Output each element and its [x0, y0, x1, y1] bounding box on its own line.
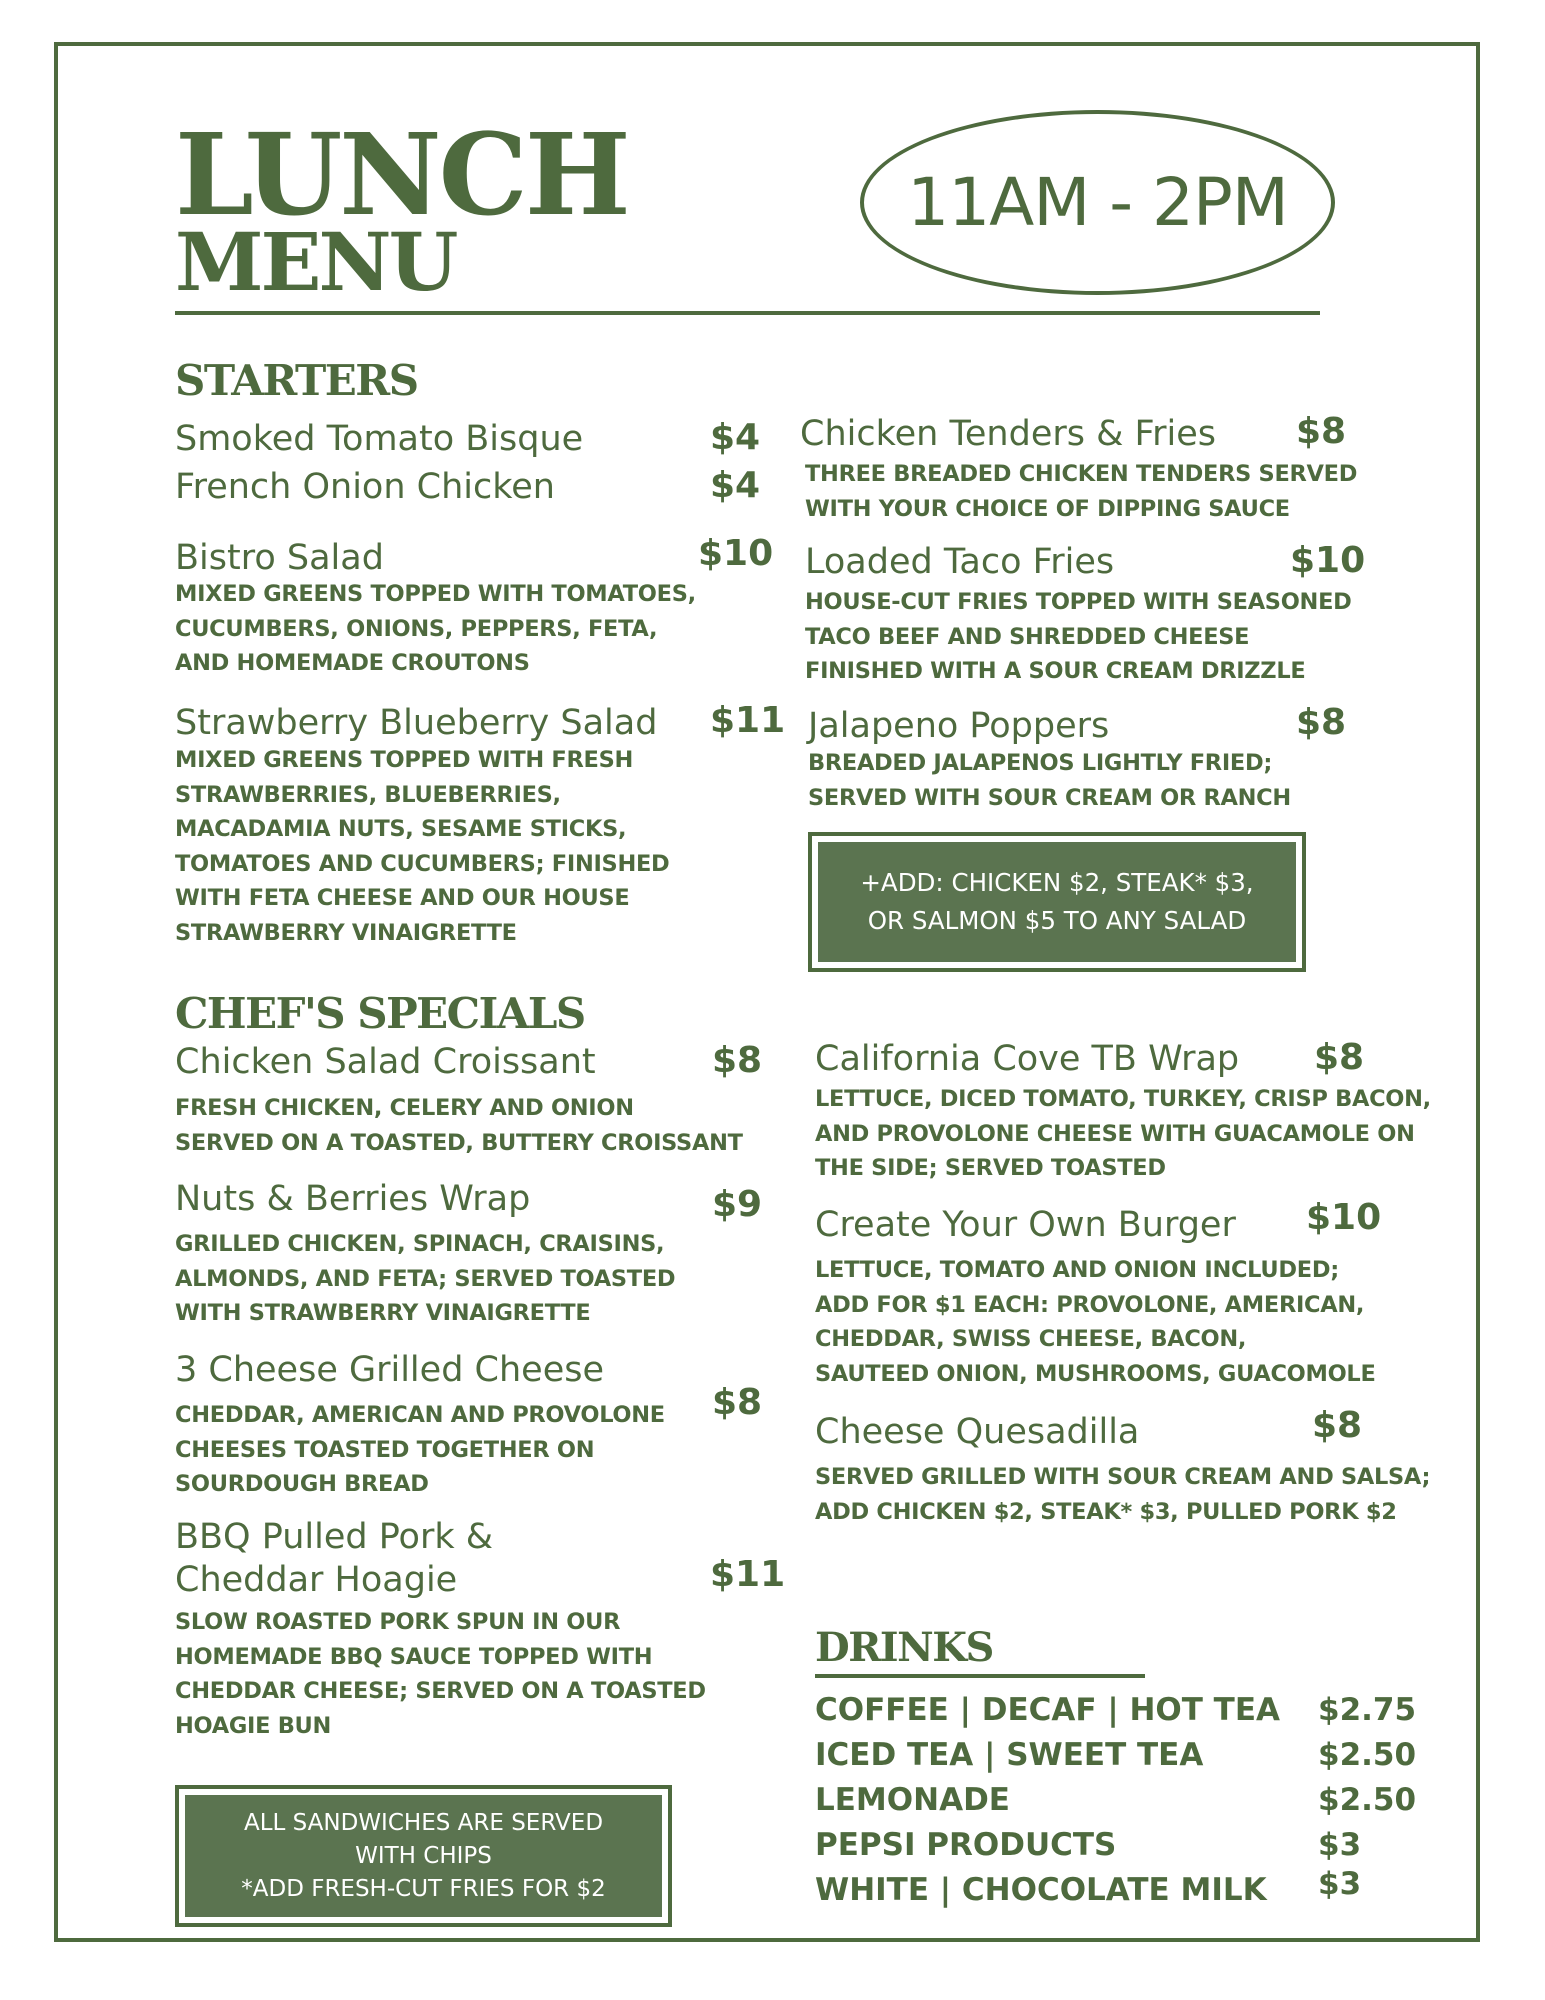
drink-name: ICED TEA | SWEET TEA: [815, 1737, 1204, 1773]
salad-add-on-line: +ADD: CHICKEN $2, STEAK* $3,: [860, 868, 1254, 897]
item-name-jalapeno-poppers: Jalapeno Poppers: [808, 706, 1110, 746]
item-name-california-cove-tb-wrap: California Cove TB Wrap: [815, 1039, 1240, 1079]
item-name-3-cheese-grilled-cheese: 3 Cheese Grilled Cheese: [175, 1350, 604, 1390]
salad-add-on-box: [808, 832, 1306, 972]
drink-name: LEMONADE: [815, 1782, 1010, 1818]
menu-title-lunch: LUNCH: [175, 110, 628, 241]
item-desc-jalapeno-poppers: BREADED JALAPENOS LIGHTLY FRIED; SERVED WITH SOUR CREAM OR RANCH: [808, 750, 1291, 811]
item-price-chicken-salad-croissant: $8: [712, 1040, 763, 1081]
item-desc-nuts-berries-wrap: GRILLED CHICKEN, SPINACH, CRAISINS, ALMONDS, AND FETA; SERVED TOASTED WITH STRAWBERRY VINAIGRETTE: [175, 1231, 676, 1326]
hours-badge: 11AM - 2PM: [860, 110, 1335, 295]
drink-name: PEPSI PRODUCTS: [815, 1827, 1117, 1863]
menu-title-menu: MENU: [175, 215, 456, 309]
item-desc-bbq-pulled-pork-hoagie: SLOW ROASTED PORK SPUN IN OUR HOMEMADE BBQ SAUCE TOPPED WITH CHEDDAR CHEESE; SERVED ON A TOASTED HOAGIE BUN: [175, 1609, 706, 1739]
item-price-chicken-tenders-fries: $8: [1296, 411, 1347, 452]
item-desc-cheese-quesadilla: SERVED GRILLED WITH SOUR CREAM AND SALSA; ADD CHICKEN $2, STEAK* $3, PULLED PORK $2: [815, 1464, 1431, 1525]
item-desc-strawberry-blueberry-salad: MIXED GREENS TOPPED WITH FRESH STRAWBERRIES, BLUEBERRIES, MACADAMIA NUTS, SESAME STICKS, TOMATOES AND CUCUMBERS; FINISHED WITH FETA CHEESE AND OUR HOUSE STRAWBERRY VINAIGRETTE: [175, 747, 670, 946]
sandwiches-note-box: [175, 1785, 672, 1927]
salad-add-on-line: OR SALMON $5 TO ANY SALAD: [867, 906, 1247, 935]
item-name-chicken-salad-croissant: Chicken Salad Croissant: [175, 1042, 596, 1082]
drink-price: $2.75: [1318, 1692, 1417, 1728]
item-name-chicken-tenders-fries: Chicken Tenders & Fries: [800, 414, 1216, 454]
drinks-heading: DRINKS: [815, 1624, 993, 1671]
starters-heading: STARTERS: [175, 356, 418, 405]
item-desc-chicken-tenders-fries: THREE BREADED CHICKEN TENDERS SERVED WITH YOUR CHOICE OF DIPPING SAUCE: [805, 461, 1358, 522]
drink-name: WHITE | CHOCOLATE MILK: [815, 1872, 1267, 1908]
item-desc-loaded-taco-fries: HOUSE-CUT FRIES TOPPED WITH SEASONED TACO BEEF AND SHREDDED CHEESE FINISHED WITH A SOUR CREAM DRIZZLE: [805, 589, 1352, 684]
drink-price: $2.50: [1318, 1737, 1417, 1773]
item-price-cheese-quesadilla: $8: [1312, 1405, 1363, 1446]
item-price-loaded-taco-fries: $10: [1290, 540, 1366, 581]
item-desc-create-your-own-burger: LETTUCE, TOMATO AND ONION INCLUDED; ADD FOR $1 EACH: PROVOLONE, AMERICAN, CHEDDAR, SWISS CHEESE, BACON, SAUTEED ONION, MUSHROOMS, GUACOMOLE: [815, 1257, 1376, 1387]
item-price-create-your-own-burger: $10: [1306, 1197, 1382, 1238]
item-name-smoked-tomato-bisque: Smoked Tomato Bisque: [175, 419, 584, 459]
item-price-bistro-salad: $10: [698, 533, 774, 574]
item-desc-3-cheese-grilled-cheese: CHEDDAR, AMERICAN AND PROVOLONE CHEESES TOASTED TOGETHER ON SOURDOUGH BREAD: [175, 1402, 665, 1497]
item-name-bistro-salad: Bistro Salad: [175, 538, 384, 578]
drink-price: $3: [1318, 1866, 1362, 1902]
item-name-cheese-quesadilla: Cheese Quesadilla: [815, 1412, 1140, 1452]
sandwiches-note-line: WITH CHIPS: [355, 1842, 492, 1869]
item-price-smoked-tomato-bisque: $4: [710, 417, 761, 458]
item-name-french-onion-chicken: French Onion Chicken: [175, 467, 555, 507]
sandwiches-note-line: *ADD FRESH-CUT FRIES FOR $2: [241, 1875, 606, 1902]
drink-price: $3: [1318, 1827, 1362, 1863]
item-name-nuts-berries-wrap: Nuts & Berries Wrap: [175, 1179, 531, 1219]
item-name-loaded-taco-fries: Loaded Taco Fries: [805, 542, 1115, 582]
item-name-create-your-own-burger: Create Your Own Burger: [815, 1205, 1236, 1245]
item-name-bbq-pulled-pork-hoagie: BBQ Pulled Pork & Cheddar Hoagie: [175, 1517, 494, 1600]
item-price-california-cove-tb-wrap: $8: [1314, 1037, 1365, 1078]
item-price-nuts-berries-wrap: $9: [712, 1184, 763, 1225]
item-price-bbq-pulled-pork-hoagie: $11: [710, 1554, 786, 1595]
sandwiches-note-line: ALL SANDWICHES ARE SERVED: [243, 1809, 604, 1836]
item-price-jalapeno-poppers: $8: [1296, 702, 1347, 743]
item-price-french-onion-chicken: $4: [710, 465, 761, 506]
item-desc-bistro-salad: MIXED GREENS TOPPED WITH TOMATOES, CUCUMBERS, ONIONS, PEPPERS, FETA, AND HOMEMADE CROUTONS: [175, 581, 696, 676]
drink-name: COFFEE | DECAF | HOT TEA: [815, 1692, 1280, 1728]
drink-price: $2.50: [1318, 1782, 1417, 1818]
item-desc-chicken-salad-croissant: FRESH CHICKEN, CELERY AND ONION SERVED ON A TOASTED, BUTTERY CROISSANT: [175, 1095, 743, 1156]
item-price-3-cheese-grilled-cheese: $8: [712, 1382, 763, 1423]
item-name-strawberry-blueberry-salad: Strawberry Blueberry Salad: [175, 703, 658, 743]
header-divider: [175, 311, 1320, 315]
item-desc-california-cove-tb-wrap: LETTUCE, DICED TOMATO, TURKEY, CRISP BACON, AND PROVOLONE CHEESE WITH GUACAMOLE ON THE SIDE; SERVED TOASTED: [815, 1086, 1431, 1181]
chefs-specials-heading: CHEF'S SPECIALS: [175, 989, 585, 1038]
drinks-divider: [815, 1674, 1145, 1678]
item-price-strawberry-blueberry-salad: $11: [710, 700, 786, 741]
